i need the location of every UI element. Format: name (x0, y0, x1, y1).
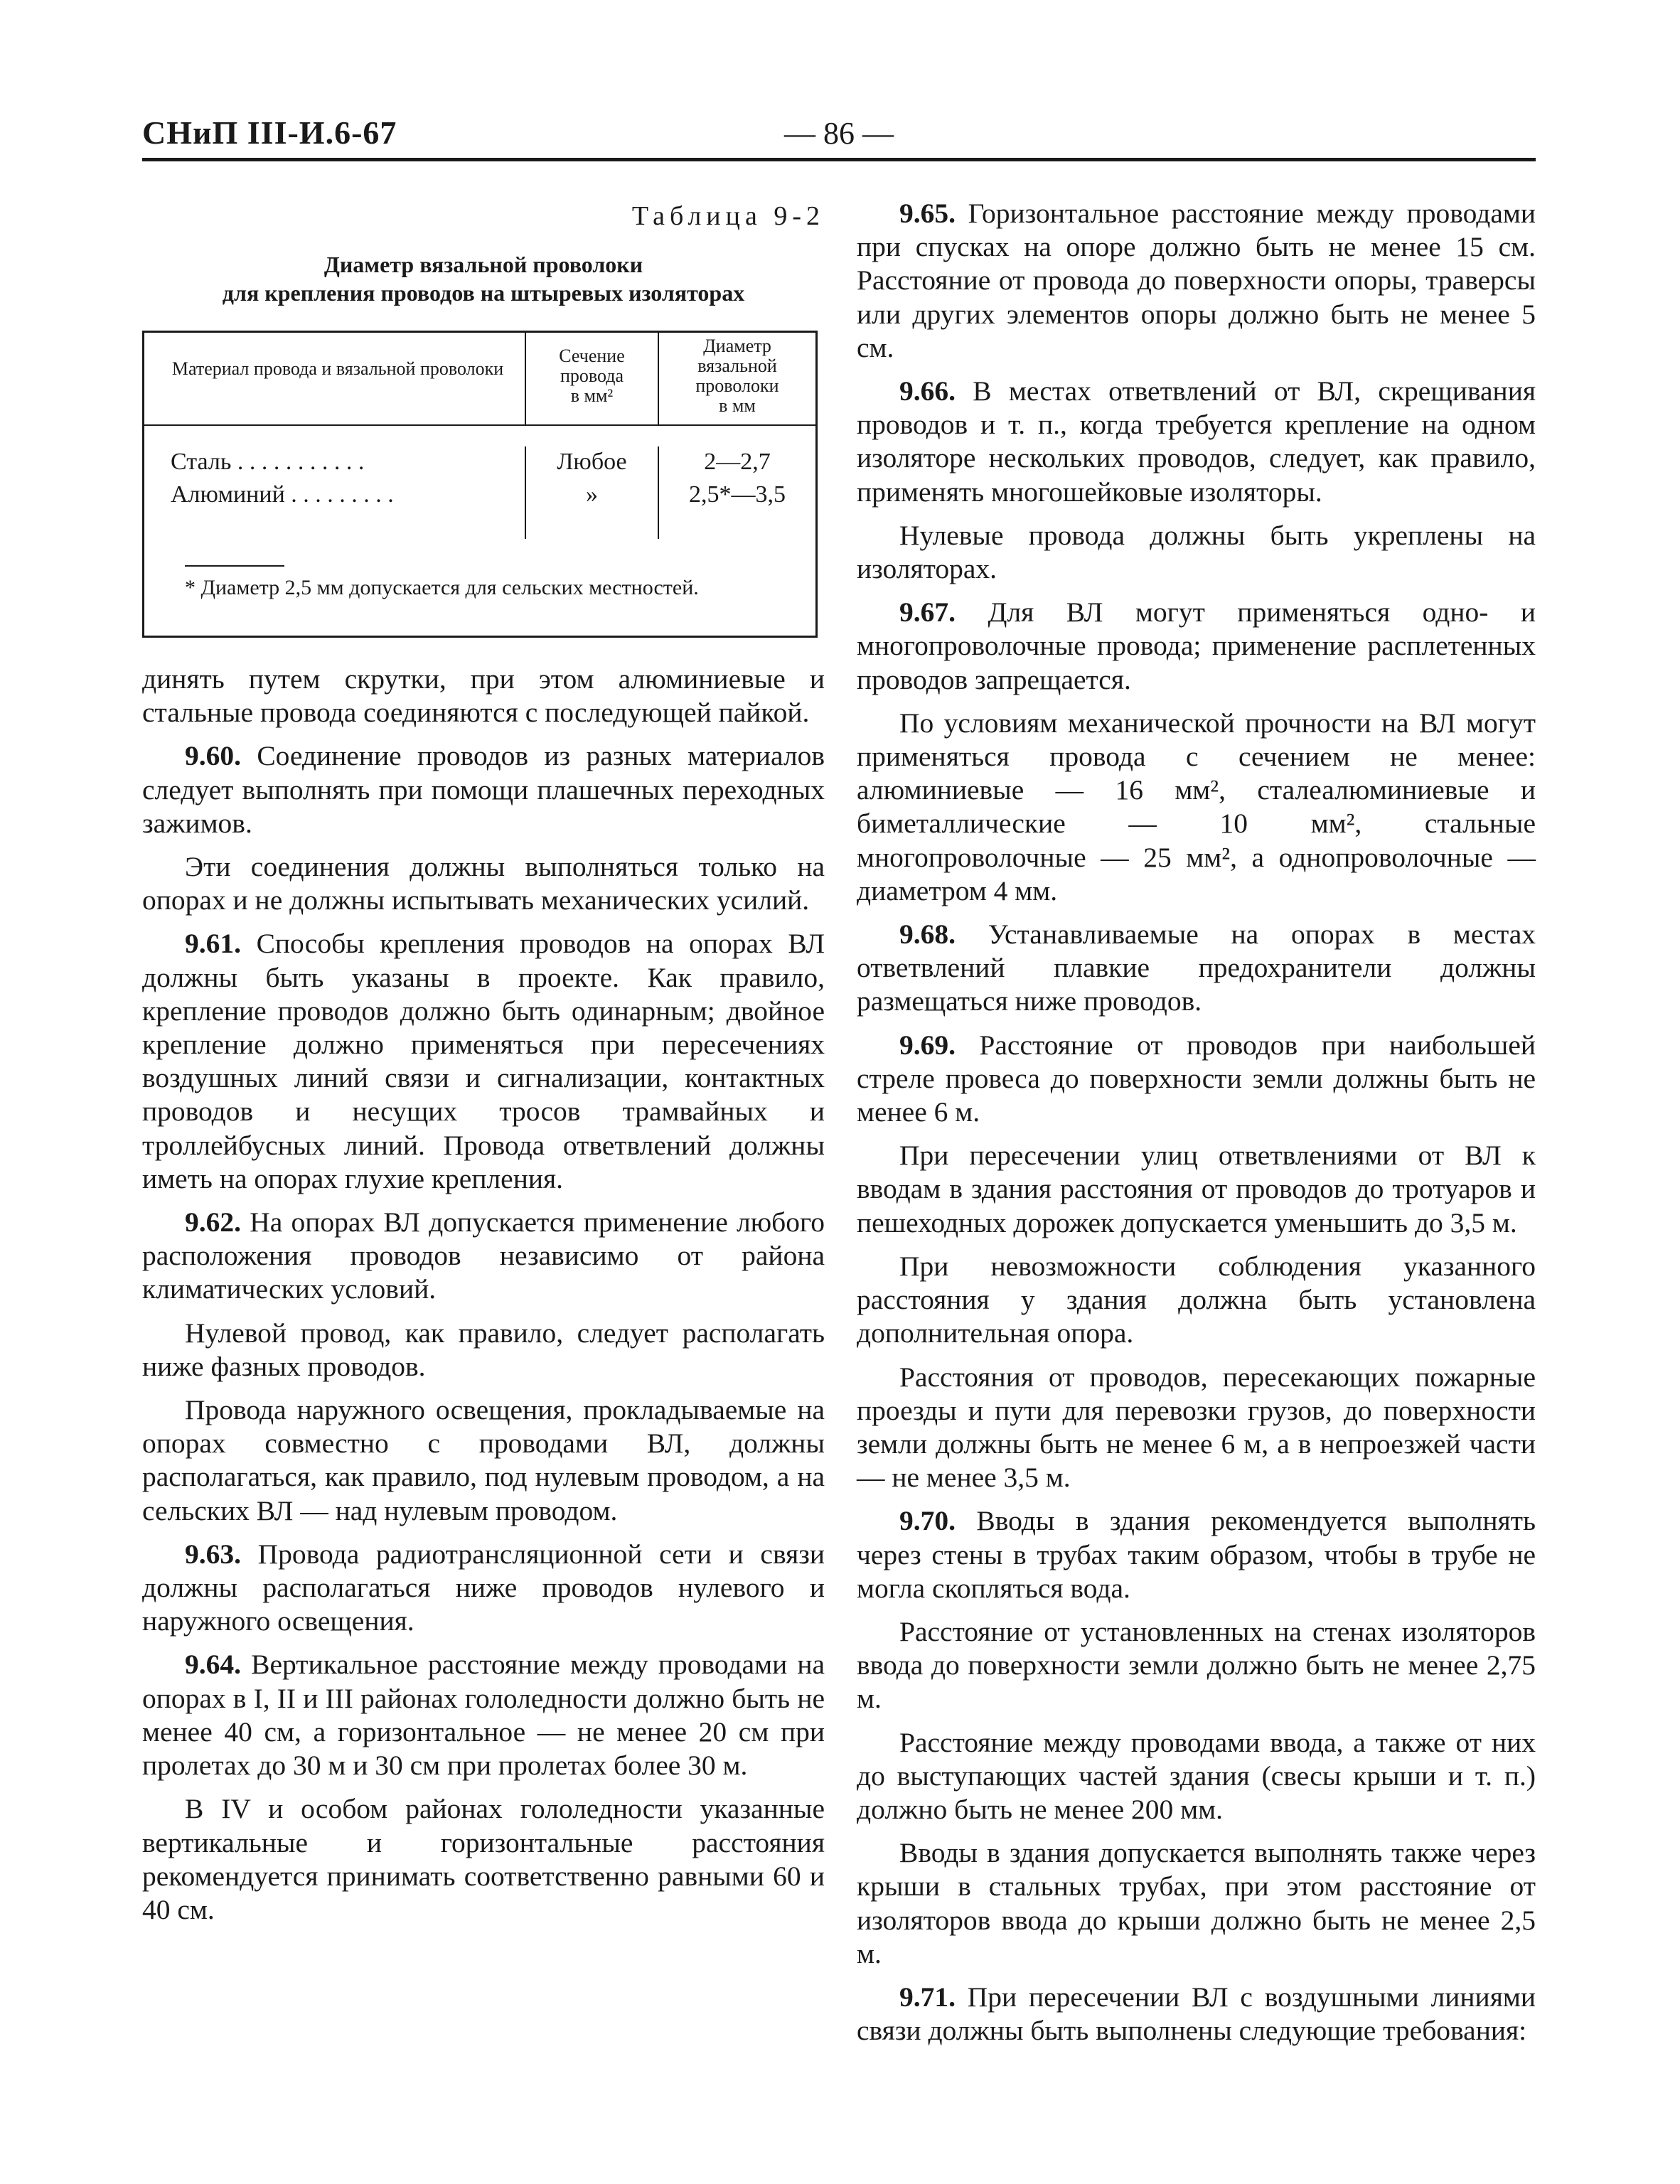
paragraph (142, 1792, 825, 1927)
clause-number: 9.66. (899, 375, 956, 407)
col-header-line: в мм² (570, 385, 614, 406)
table-cell-material: Алюминий . . . . . . . . . (171, 481, 394, 508)
paragraph-text: При невозможности соблюдения указанного расстояния у здания должна быть установлена дополнительная опора. (857, 1250, 1536, 1349)
paragraph (142, 1648, 825, 1782)
wire-table (142, 331, 818, 638)
clause-number: 9.69. (899, 1029, 956, 1061)
paragraph (857, 1250, 1536, 1351)
paragraph-text: Провода радиотрансляционной сети и связи должны располагаться ниже проводов нулевого и наружного освещения. (142, 1538, 825, 1637)
col-header-line: Сечение (559, 346, 625, 366)
paragraph (857, 197, 1536, 365)
paragraph-text: Вертикальное расстояние между проводами на опорах в I, II и III районах гололедности должно быть не менее 40 см, а горизонтальное — не менее 20 см при пролетах до 30 м и 30 см при пролетах более 30 м. (142, 1649, 825, 1782)
col-header-line: провода (560, 365, 624, 386)
paragraph-text: Соединение проводов из разных материалов следует выполнять при помощи плашечных переходных зажимов. (142, 740, 825, 839)
clause-number: 9.67. (899, 596, 956, 628)
table-left-rule (142, 331, 144, 638)
table-header-rule (142, 424, 818, 426)
header-rule (142, 158, 1536, 161)
paragraph (857, 1361, 1536, 1495)
paragraph-text: Вводы в здания рекомендуется выполнять через стены в трубах таким образом, чтобы в трубе не могла скопляться вода. (857, 1505, 1536, 1604)
table-right-rule (815, 331, 818, 638)
table-footnote: * Диаметр 2,5 мм допускается для сельских местностей. (185, 576, 699, 599)
clause-number: 9.61. (185, 928, 241, 960)
paragraph (857, 1615, 1536, 1716)
paragraph-text: В местах ответвлений от ВЛ, скрещивания проводов и т. п., когда требуется крепление на одном изоляторе нескольких проводов, следует, как правило, применять многошейковые изоляторы. (857, 375, 1536, 508)
paragraph-text: Расстояние между проводами ввода, а также от них до выступающих частей здания (свесы крыши и т. п.) должно быть не менее 200 мм. (857, 1726, 1536, 1825)
paragraph (857, 918, 1536, 1019)
table-cell-diameter: 2,5*—3,5 (689, 481, 786, 508)
paragraph (857, 596, 1536, 697)
clause-number: 9.60. (185, 740, 241, 772)
paragraph-text: Способы крепления проводов на опорах ВЛ должны быть указаны в проекте. Как правило, крепление проводов должно быть одинарным; двойное крепление должно применяться при пересечениях воздушных линий связи и сигнализации, контактных проводов и несущих тросов трамвайных и троллейбусных линий. Провода ответвлений должны иметь на опорах глухие крепления. (142, 928, 825, 1194)
paragraph (142, 663, 825, 729)
table-cell-section: Любое (557, 449, 627, 475)
clause-number: 9.65. (899, 198, 956, 229)
paragraph-text: динять путем скрутки, при этом алюминиевые и стальные провода соединяются с последующей пайкой. (142, 663, 825, 729)
paragraph (857, 1504, 1536, 1605)
col-header-section (526, 346, 658, 406)
document-code: СНиП III-И.6-67 (142, 114, 397, 151)
table-cell-section: » (586, 481, 598, 508)
paragraph-text: Расстояния от проводов, пересекающих пожарные проезды и пути для перевозки грузов, до поверхности земли должны быть не менее 6 м, а в непроезжей части — не менее 3,5 м. (857, 1361, 1536, 1494)
paragraph (142, 1317, 825, 1383)
footnote-rule (185, 565, 284, 567)
paragraph-text: Горизонтальное расстояние между проводами при спусках на опоре должно быть не менее 15 см. Расстояние от провода до поверхности опоры, траверсы или других элементов опоры должно быть не менее 5 см. (857, 198, 1536, 363)
paragraph (857, 707, 1536, 908)
clause-number: 9.70. (899, 1505, 956, 1537)
table-cell-diameter: 2—2,7 (704, 449, 771, 475)
paragraph-text: Устанавливаемые на опорах в местах ответвлений плавкие предохранители должны размещаться ниже проводов. (857, 919, 1536, 1017)
col-header-line: проволоки (695, 375, 779, 396)
clause-number: 9.63. (185, 1538, 241, 1570)
col-header-line: Диаметр (703, 336, 771, 356)
table-bottom-rule (142, 636, 818, 638)
paragraph (857, 1029, 1536, 1130)
clause-number: 9.71. (899, 1981, 956, 2013)
table-cell-material: Сталь . . . . . . . . . . . (171, 449, 365, 475)
paragraph-text: Провода наружного освещения, прокладываемые на опорах совместно с проводами ВЛ, должны располагаться, как правило, под нулевым проводом, а на сельских ВЛ — над нулевым проводом. (142, 1394, 825, 1526)
table-title (142, 250, 825, 307)
clause-number: 9.68. (899, 919, 956, 951)
paragraph (142, 1393, 825, 1528)
paragraph-text: По условиям механической прочности на ВЛ могут применяться провода с сечением не менее: алюминиевые — 16 мм², сталеалюминиевые и биметаллические — 10 мм², стальные многопроволочные — 25 мм², а однопроволочные — диаметром 4 мм. (857, 707, 1536, 906)
paragraph (857, 1139, 1536, 1240)
paragraph-text: В IV и особом районах гололедности указанные вертикальные и горизонтальные расстояния рекомендуется принимать соответственно равными 60 и 40 см. (142, 1793, 825, 1925)
paragraph-text: Нулевой провод, как правило, следует располагать ниже фазных проводов. (142, 1317, 825, 1382)
col-header-line: вязальной (697, 355, 777, 376)
col-header-diameter (659, 336, 815, 416)
paragraph (857, 519, 1536, 586)
paragraph-text: При пересечении улиц ответвлениями от ВЛ к вводам в здания расстояния от проводов до тротуаров и пешеходных дорожек допускается уменьшить до 3,5 м. (857, 1140, 1536, 1238)
paragraph (857, 1726, 1536, 1827)
right-column (857, 197, 1536, 2048)
paragraph (142, 850, 825, 917)
paragraph-text: Эти соединения должны выполняться только на опорах и не должны испытывать механических усилий. (142, 851, 825, 916)
paragraph-text: Нулевые провода должны быть укреплены на изоляторах. (857, 519, 1536, 585)
paragraph (857, 1836, 1536, 1971)
clause-number: 9.62. (185, 1206, 241, 1238)
paragraph-text: Вводы в здания допускается выполнять также через крыши в стальных трубах, при этом расстояние от изоляторов ввода до крыши должно быть не менее 2,5 м. (857, 1837, 1536, 1969)
left-column (142, 663, 825, 1927)
page-number: — 86 — (784, 116, 894, 151)
paragraph (142, 1206, 825, 1307)
paragraph (857, 375, 1536, 509)
paragraph-text: Расстояние от установленных на стенах изоляторов ввода до поверхности земли должно быть не менее 2,75 м. (857, 1615, 1536, 1715)
paragraph-text: На опорах ВЛ допускается применение любого расположения проводов независимо от района климатических условий. (142, 1206, 825, 1305)
table-title-line: Диаметр вязальной проволоки (323, 252, 643, 277)
table-caption: Таблица 9-2 (631, 201, 825, 231)
table-top-rule (142, 331, 818, 333)
table-title-line: для крепления проводов на штыревых изоляторах (222, 280, 745, 306)
col-header-material: Материал провода и вязальной проволоки (171, 358, 504, 379)
paragraph (857, 1981, 1536, 2048)
paragraph (142, 739, 825, 840)
col-header-line: в мм (719, 395, 756, 416)
paragraph-text: Для ВЛ могут применяться одно- и многопроволочные провода; применение расплетенных проводов запрещается. (857, 596, 1536, 695)
paragraph-text: При пересечении ВЛ с воздушными линиями связи должны быть выполнены следующие требования: (857, 1981, 1536, 2047)
paragraph (142, 927, 825, 1196)
paragraph (142, 1538, 825, 1639)
paragraph-text: Расстояние от проводов при наибольшей стреле провеса до поверхности земли должны быть не менее 6 м. (857, 1029, 1536, 1128)
clause-number: 9.64. (185, 1649, 241, 1681)
